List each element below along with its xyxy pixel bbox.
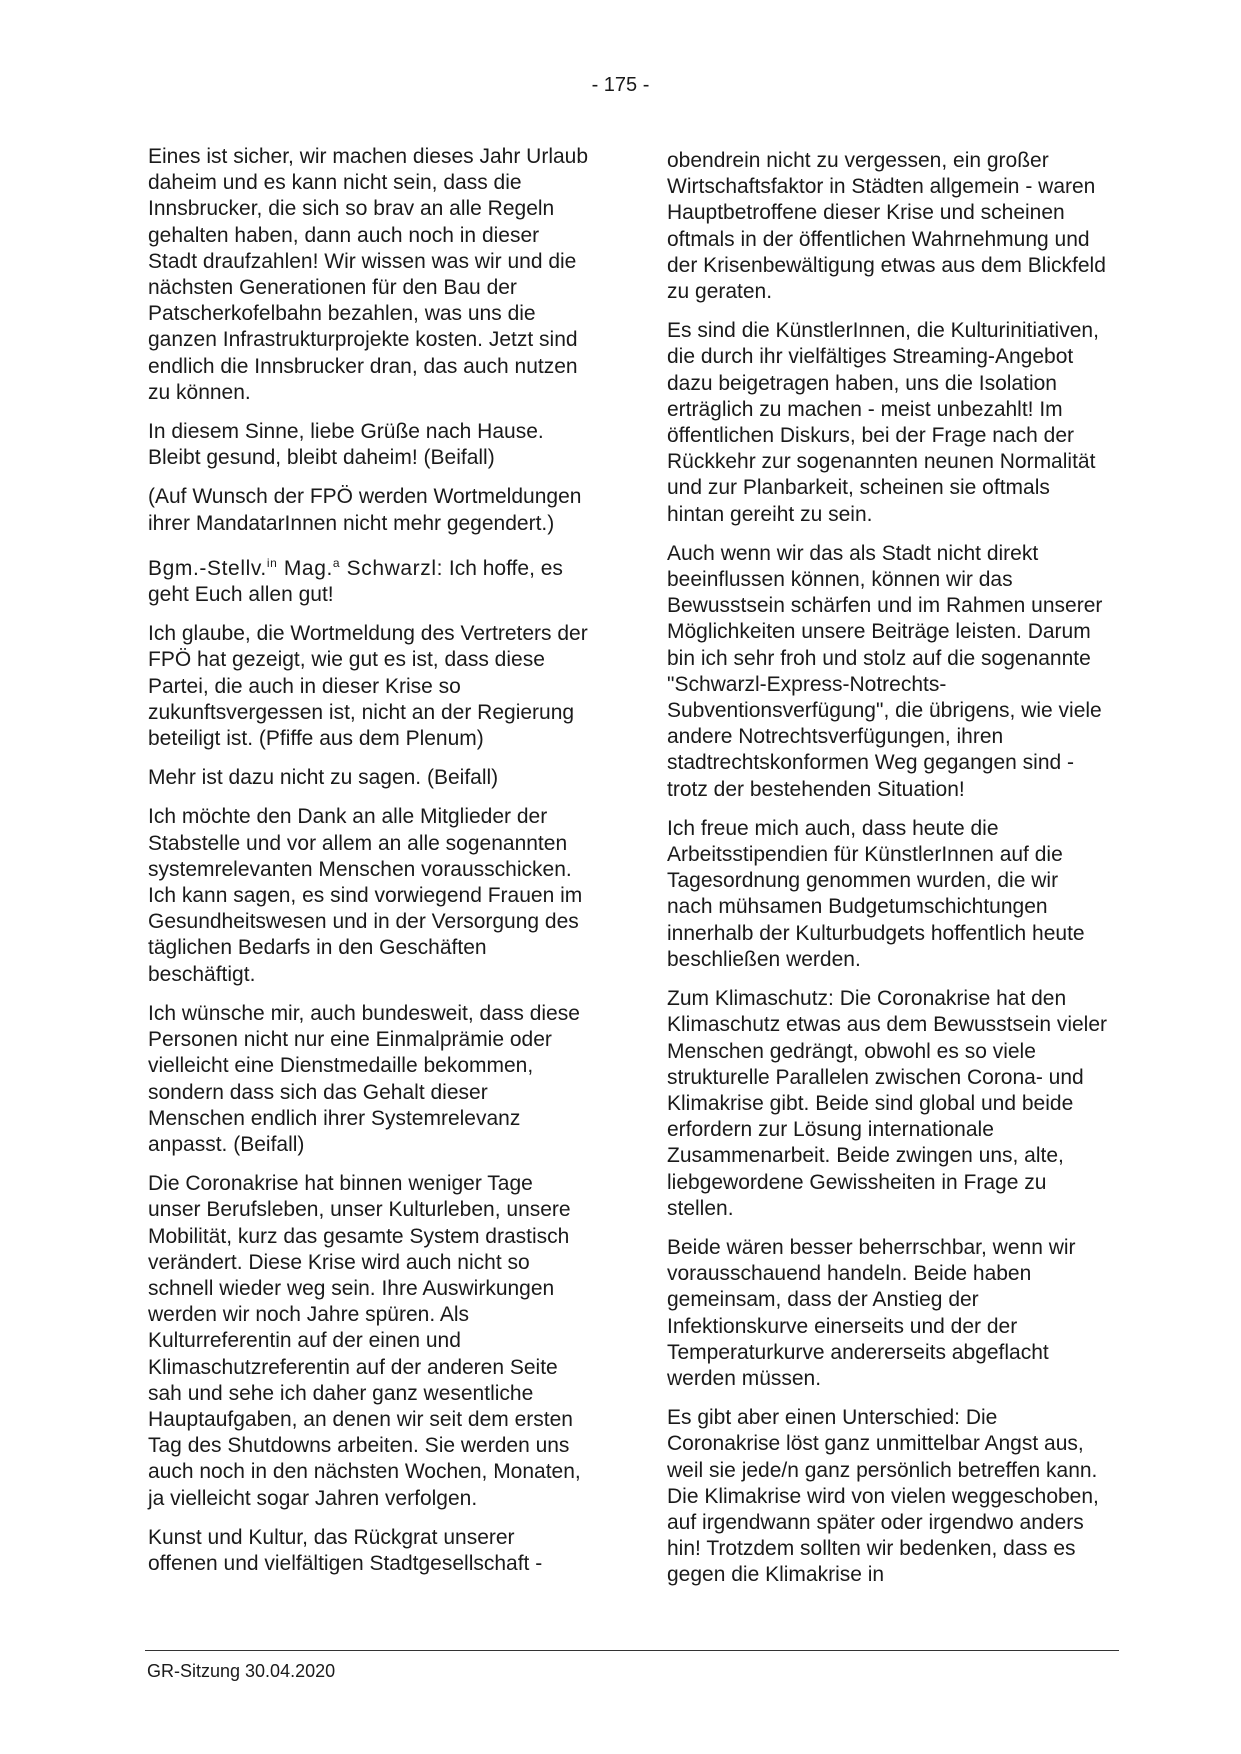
footer-text: GR-Sitzung 30.04.2020	[147, 1661, 336, 1681]
paragraph: Es sind die KünstlerInnen, die Kulturinitiativen, die durch ihr vielfältiges Streaming-Angebot dazu beigetragen haben, uns die Isolation erträglich zu machen - meist unbezahlt! Im öffentlichen Diskurs, bei der Frage nach der Rückkehr zur sogenannten neunen Normalität und zur Planbarkeit, scheinen sie oftmals hintan gereiht zu sein.	[667, 319, 1099, 526]
speaker-surname: Schwarzl:	[340, 556, 444, 580]
paragraph: Auch wenn wir das als Stadt nicht direkt beeinflussen können, können wir das Bewusstsein schärfen und im Rahmen unserer Möglichkeiten unsere Beiträge leisten. Darum bin ich sehr froh und stolz auf die sogenannte "Schwarzl-Express-Notrechts-Subventionsverfügung", die übrigens, wie viele andere Notrechtsverfügungen, ihren stadtrechtskonformen Weg gegangen sind - trotz der bestehenden Situation!	[667, 541, 1103, 801]
footer-divider	[145, 1650, 1119, 1651]
speaker-text: Ich hoffe, es geht Euch allen gut!	[148, 556, 563, 607]
paragraph: Eines ist sicher, wir machen dieses Jahr Urlaub daheim und es kann nicht sein, dass die Innsbrucker, die sich so brav an alle Regeln gehalten haben, dann auch noch in dieser Stadt draufzahlen! Wir wissen was wir und die nächsten Generationen für den Bau der Patscherkofelbahn bezahlen, was uns die ganzen Infrastrukturprojekte kosten. Jetzt sind endlich die Innsbrucker dran, das auch nutzen zu können.	[148, 145, 589, 404]
paragraph: obendrein nicht zu vergessen, ein großer Wirtschaftsfaktor in Städten allgemein - waren Hauptbetroffene dieser Krise und scheinen oftmals in der öffentlichen Wahrnehmung und der Krisenbewältigung etwas aus dem Blickfeld zu geraten.	[667, 149, 1106, 304]
speaker-degree-suffix: a	[332, 555, 341, 570]
left-column	[148, 144, 588, 1590]
paragraph: Es gibt aber einen Unterschied: Die Coronakrise löst ganz unmittelbar Angst aus, weil sie jede/n ganz persönlich betreffen kann. Die Klimakrise wird von vielen weggeschoben, auf irgendwann später oder irgendwo anders hin! Trotzdem sollten wir bedenken, dass es gegen die Klimakrise in	[667, 1406, 1099, 1587]
speaker-title-suffix: in	[266, 555, 278, 570]
speaker-title: Bgm.-Stellv.	[148, 556, 267, 580]
paragraph: Beide wären besser beherrschbar, wenn wir vorausschauend handeln. Beide haben gemeinsam, dass der Anstieg der Infektionskurve einerseits und der der Temperaturkurve andererseits abgeflacht werden müssen.	[667, 1235, 1076, 1390]
paragraph: Ich glaube, die Wortmeldung des Vertreters der FPÖ hat gezeigt, wie gut es ist, dass diese Partei, die auch in dieser Krise so zukunftsvergessen ist, nicht an der Regierung beteiligt ist. (Pfiffe aus dem Plenum)	[148, 622, 588, 751]
paragraph: Mehr ist dazu nicht zu sagen. (Beifall)	[148, 766, 499, 790]
right-column	[667, 148, 1107, 1602]
paragraph: Die Coronakrise hat binnen weniger Tage unser Berufsleben, unser Kulturleben, unsere Mobilität, kurz das gesamte System drastisch verändert. Diese Krise wird auch nicht so schnell wieder weg sein. Ihre Auswirkungen werden wir noch Jahre spüren. Als Kulturreferentin auf der einen und Klimaschutzreferentin auf der anderen Seite sah und sehe ich daher ganz wesentliche Hauptaufgaben, an denen wir seit dem ersten Tag des Shutdowns arbeiten. Sie werden uns auch noch in den nächsten Wochen, Monaten, ja vielleicht sogar Jahren verfolgen.	[148, 1172, 581, 1510]
paragraph: (Auf Wunsch der FPÖ werden Wortmeldungen ihrer MandatarInnen nicht mehr gegendert.)	[148, 485, 582, 535]
paragraph: Ich möchte den Dank an alle Mitglieder der Stabstelle und vor allem an alle sogenannten systemrelevanten Menschen vorausschicken. Ich kann sagen, es sind vorwiegend Frauen im Gesundheitswesen und in der Versorgung des täglichen Bedarfs in den Geschäften beschäftigt.	[148, 805, 583, 986]
speaker-name	[148, 557, 443, 580]
speaker-degree: Mag.	[277, 556, 333, 580]
paragraph: Zum Klimaschutz: Die Coronakrise hat den Klimaschutz etwas aus dem Bewusstsein vieler Menschen gedrängt, obwohl es so viele strukturelle Parallelen zwischen Corona- und Klimakrise gibt. Beide sind global und beide erfordern zur Lösung internationale Zusammenarbeit. Beide zwingen uns, alte, liebgewordene Gewissheiten in Frage zu stellen.	[667, 987, 1108, 1220]
page-number: - 175 -	[591, 74, 650, 96]
paragraph: In diesem Sinne, liebe Grüße nach Hause. Bleibt gesund, bleibt daheim! (Beifall)	[148, 420, 544, 470]
paragraph: Kunst und Kultur, das Rückgrat unserer offenen und vielfältigen Stadtgesellschaft -	[148, 1525, 543, 1575]
paragraph: Ich wünsche mir, auch bundesweit, dass diese Personen nicht nur eine Einmalprämie oder vielleicht eine Dienstmedaille bekommen, sondern dass sich das Gehalt dieser Menschen endlich ihrer Systemrelevanz anpasst. (Beifall)	[148, 1001, 580, 1156]
paragraph: Ich freue mich auch, dass heute die Arbeitsstipendien für KünstlerInnen auf die Tagesordnung genommen wurden, die wir nach mühsamen Budgetumschichtungen innerhalb der Kulturbudgets hoffentlich heute beschließen werden.	[667, 816, 1085, 971]
speaker-paragraph	[148, 550, 588, 608]
